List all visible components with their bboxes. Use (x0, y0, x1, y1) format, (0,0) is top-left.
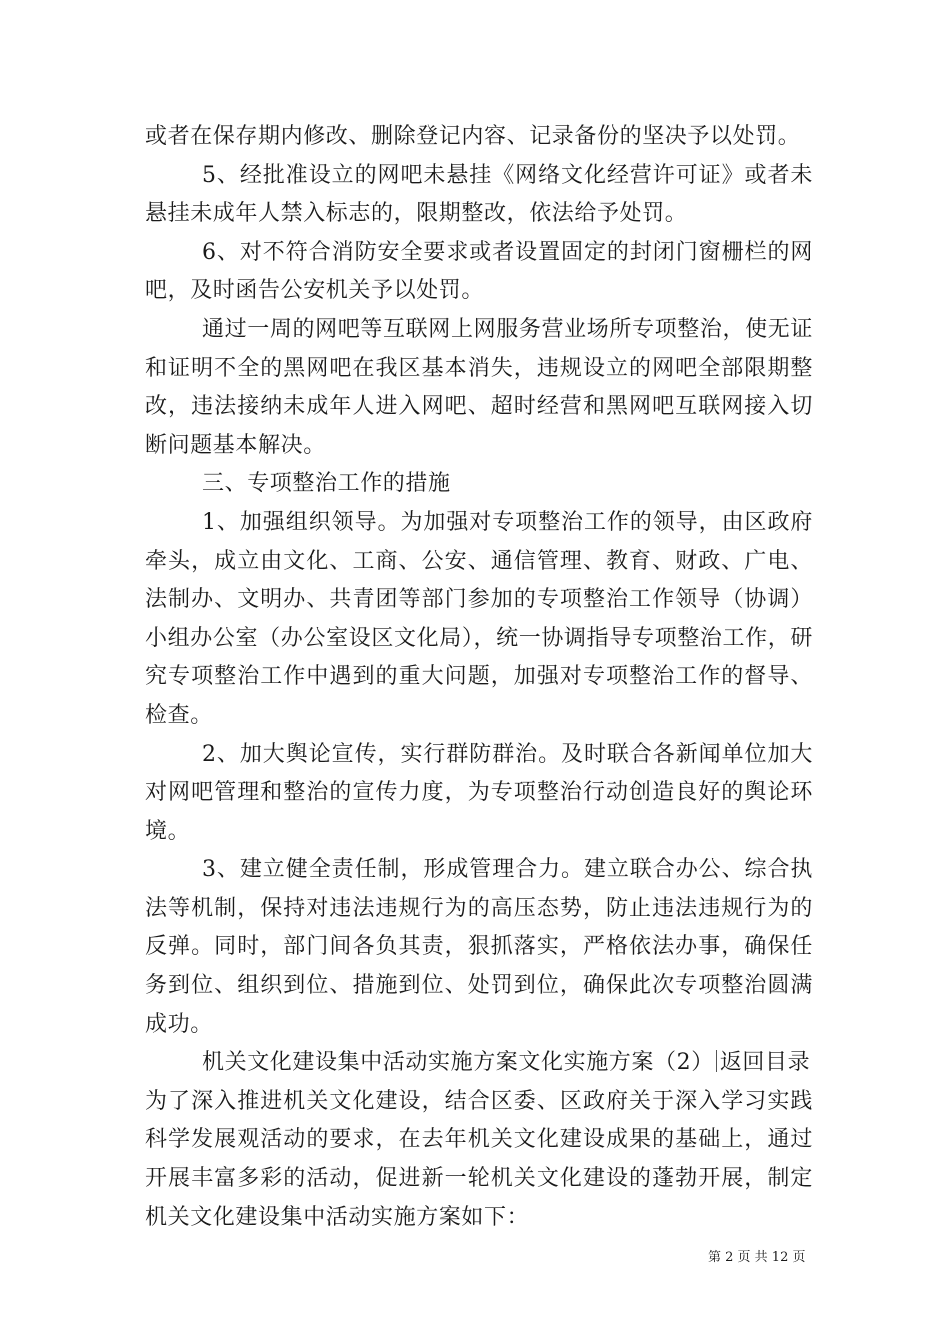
document-body (145, 118, 813, 1237)
paragraph-measure-1: 1、加强组织领导。为加强对专项整治工作的领导，由区政府牵头，成立由文化、工商、公安、通信管理、教育、财政、广电、法制办、文明办、共青团等部门参加的专项整治工作领导（协调）小组办公室（办公室设区文化局），统一协调指导专项整治工作，研究专项整治工作中遇到的重大问题，加强对专项整治工作的督导、检查。 (145, 509, 813, 728)
paragraph-summary: 通过一周的网吧等互联网上网服务营业场所专项整治，使无证和证明不全的黑网吧在我区基本消失，违规设立的网吧全部限期整改，违法接纳未成年人进入网吧、超时经营和黑网吧互联网接入切断问题基本解决。 (145, 316, 813, 458)
paragraph-measure-2: 2、加大舆论宣传，实行群防群治。及时联合各新闻单位加大对网吧管理和整治的宣传力度，为专项整治行动创造良好的舆论环境。 (145, 741, 813, 844)
paragraph-measure-3: 3、建立健全责任制，形成管理合力。建立联合办公、综合执法等机制，保持对违法违规行为的高压态势，防止违法违规行为的反弹。同时，部门间各负其责，狠抓落实，严格依法办事，确保任务到位、组织到位、措施到位、处罚到位，确保此次专项整治圆满成功。 (145, 857, 813, 1037)
page-number-footer: 第 2 页 共 12 页 (708, 1250, 806, 1265)
paragraph-continuation: 或者在保存期内修改、删除登记内容、记录备份的坚决予以处罚。 (145, 124, 801, 149)
paragraph-item-5: 5、经批准设立的网吧未悬挂《网络文化经营许可证》或者未悬挂未成年人禁入标志的，限期整改，依法给予处罚。 (145, 162, 813, 227)
paragraph-intro: 为了深入推进机关文化建设，结合区委、区政府关于深入学习实践科学发展观活动的要求，在去年机关文化建设成果的基础上，通过开展丰富多彩的活动，促进新一轮机关文化建设的蓬勃开展，制定机关文化建设集中活动实施方案如下： (145, 1088, 813, 1230)
section-title-line (145, 1044, 813, 1083)
paragraph-item-6: 6、对不符合消防安全要求或者设置固定的封闭门窗栅栏的网吧，及时函告公安机关予以处罚。 (145, 239, 813, 304)
section-title: 机关文化建设集中活动实施方案文化实施方案（2） (202, 1050, 714, 1076)
back-to-contents-link[interactable]: 返回目录 (719, 1050, 811, 1076)
text-cursor-divider (716, 1050, 717, 1072)
section-heading-measures: 三、专项整治工作的措施 (202, 471, 451, 497)
